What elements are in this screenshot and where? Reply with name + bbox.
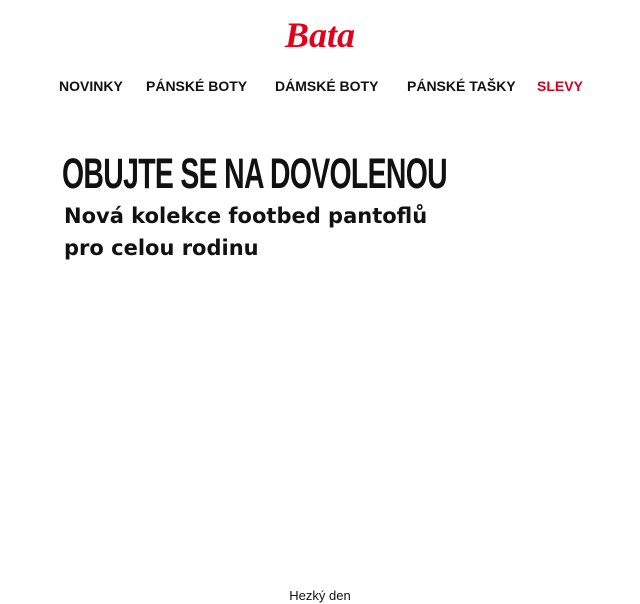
- hero-subheadline: [64, 200, 544, 264]
- main-navigation: [0, 77, 640, 97]
- greeting-text: Hezký den: [289, 588, 351, 603]
- bata-logo-mark: [258, 18, 382, 52]
- nav-item-panske-boty[interactable]: PÁNSKÉ BOTY: [146, 78, 248, 94]
- hero-subheadline-line-1: Nová kolekce footbed pantoflů: [64, 204, 428, 228]
- nav-item-damske-boty[interactable]: DÁMSKÉ BOTY: [275, 78, 379, 94]
- nav-item-novinky[interactable]: NOVINKY: [59, 78, 123, 94]
- nav-item-slevy[interactable]: SLEVY: [537, 78, 583, 94]
- bata-logo[interactable]: [0, 18, 640, 52]
- bata-logo-text: Bata: [284, 18, 356, 52]
- hero-headline: OBUJTE SE NA DOVOLENOU: [62, 150, 447, 198]
- hero-subheadline-line-2: pro celou rodinu: [64, 236, 259, 260]
- nav-item-panske-tasky[interactable]: PÁNSKÉ TAŠKY: [407, 78, 516, 94]
